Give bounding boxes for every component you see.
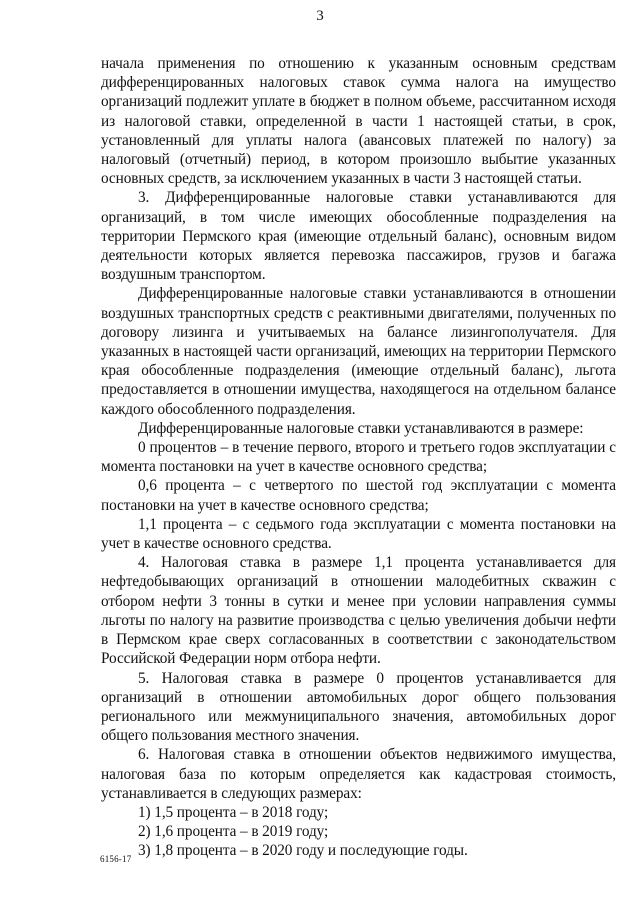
document-body [101,54,616,861]
list-item-2018: 1) 1,5 процента – в 2018 году; [138,803,329,821]
document-code: 6156-17 [100,854,132,864]
paragraph-rate-1-1: 1,1 процента – с седьмого года эксплуатации с момента постановки на учет в качестве основного средства. [101,515,616,553]
paragraph-aircraft: Дифференцированные налоговые ставки устанавливаются в отношении воздушных транспортных средств с реактивными двигателями, полученных по договору лизинга и учитываемых на балансе лизингополучателя. Для указанных в настоящей части организаций, имеющих на территории Пермского края обособленные подразделения (имеющие отдельный баланс), льгота предоставляется в отношении имущества, находящегося на отдельном балансе каждого обособленного подразделения. [101,285,616,418]
paragraph-rates-intro: Дифференцированные налоговые ставки устанавливаются в размере: [138,419,584,437]
list-item-2020: 3) 1,8 процента – в 2020 году и последующие годы. [138,842,468,860]
paragraph-part-6: 6. Налоговая ставка в отношении объектов недвижимого имущества, налоговая база по которым определяется как кадастровая стоимость, устанавливается в следующих размерах: [101,746,616,802]
paragraph-part-5: 5. Налоговая ставка в размере 0 процентов устанавливается для организаций в отношении автомобильных дорог общего пользования регионального или межмуниципального значения, автомобильных дорог общего пользования местного значения. [101,669,616,745]
paragraph-rate-0-6: 0,6 процента – с четвертого по шестой год эксплуатации с момента постановки на учет в качестве основного средства; [101,477,616,514]
paragraph-continuation: начала применения по отношению к указанным основным средствам дифференцированных налоговых ставок сумма налога на имущество организаций подлежит уплате в бюджет в полном объеме, рассчитанном исходя из налоговой ставки, определенной в части 1 настоящей статьи, в срок, установленный для уплаты налога (авансовых платежей по налогу) за налоговый (отчетный) период, в котором произошло выбытие указанных основных средств, за исключением указанных в части 3 настоящей статьи. [101,55,616,188]
page-number: 3 [316,8,324,24]
paragraph-part-4: 4. Налоговая ставка в размере 1,1 процента устанавливается для нефтедобывающих организаций в отношении малодебитных скважин с отбором нефти 3 тонны в сутки и менее при условии направления суммы льготы по налогу на развитие производства с целью увеличения добычи нефти в Пермском крае сверх согласованных в соответствии с законодательством Российской Федерации норм отбора нефти. [101,554,616,668]
paragraph-part-3: 3. Дифференцированные налоговые ставки устанавливаются для организаций, в том числе имеющих обособленные подразделения на территории Пермского края (имеющие отдельный баланс), основным видом деятельности которых является перевозка пассажиров, грузов и багажа воздушным транспортом. [101,189,616,284]
paragraph-rate-0: 0 процентов – в течение первого, второго и третьего годов эксплуатации с момента постановки на учет в качестве основного средства; [101,439,616,476]
list-item-2019: 2) 1,6 процента – в 2019 году; [138,823,329,841]
